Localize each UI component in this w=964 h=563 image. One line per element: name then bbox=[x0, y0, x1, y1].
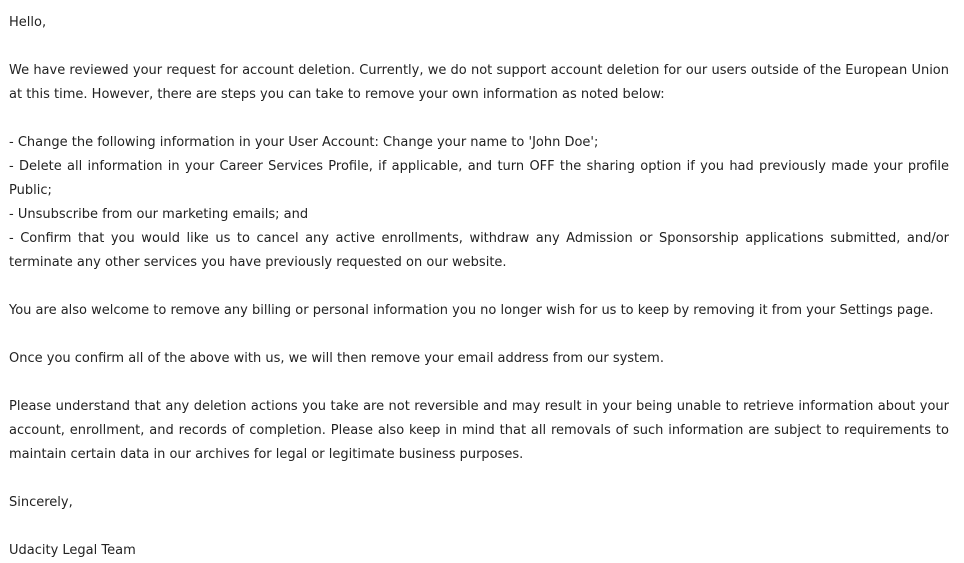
step-item: - Confirm that you would like us to cancel any active enrollments, withdraw any Admission or Sponsorship applications submitted, and/or terminate any other services you have previously requested on our website. bbox=[9, 231, 949, 270]
signature: Udacity Legal Team bbox=[9, 543, 136, 558]
greeting: Hello, bbox=[9, 15, 47, 30]
steps-list bbox=[9, 131, 949, 275]
warning-paragraph: Please understand that any deletion actions you take are not reversible and may result in your being unable to retrieve information about your account, enrollment, and records of completion. Please also keep in mind that all removals of such information are subject to requirements to maintain certain data in our archives for legal or legitimate business purposes. bbox=[9, 399, 949, 462]
closing: Sincerely, bbox=[9, 495, 73, 510]
step-item: - Change the following information in your User Account: Change your name to 'John Doe'; bbox=[9, 135, 599, 150]
step-item: - Unsubscribe from our marketing emails; and bbox=[9, 207, 309, 222]
confirmation-paragraph: Once you confirm all of the above with us, we will then remove your email address from our system. bbox=[9, 351, 664, 366]
intro-paragraph: We have reviewed your request for account deletion. Currently, we do not support account deletion for our users outside of the European Union at this time. However, there are steps you can take to remove your own information as noted below: bbox=[9, 63, 949, 102]
billing-paragraph: You are also welcome to remove any billing or personal information you no longer wish for us to keep by removing it from your Settings page. bbox=[9, 303, 934, 318]
step-item: - Delete all information in your Career Services Profile, if applicable, and turn OFF the sharing option if you had previously made your profile Public; bbox=[9, 159, 949, 198]
